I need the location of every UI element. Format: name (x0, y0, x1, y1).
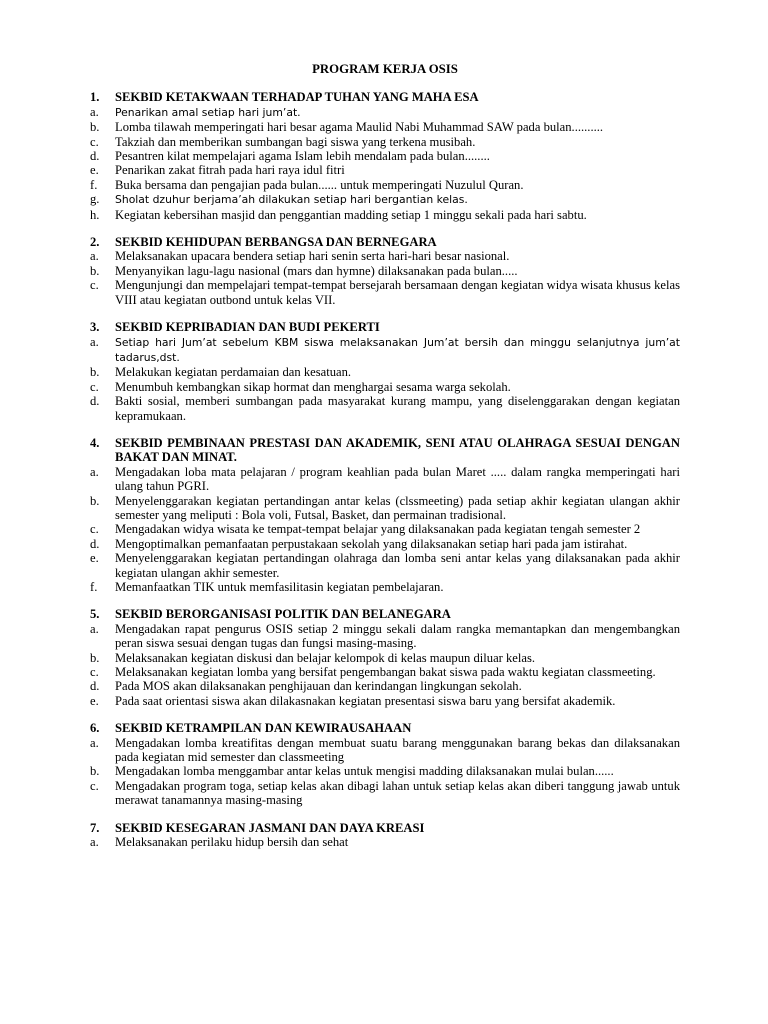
list-item (90, 365, 680, 379)
list-item-text: Sholat dzuhur berjama’ah dilakukan setiap hari bergantian kelas. (115, 193, 468, 207)
section-number: 5. (90, 607, 100, 622)
list-item-text: Melakukan kegiatan perdamaian dan kesatuan. (115, 365, 352, 380)
list-item-label: e. (90, 693, 99, 708)
section-6 (90, 721, 680, 807)
list-item-label: c. (90, 665, 99, 680)
list-item-label: d. (90, 536, 100, 551)
list-item-text: Mengunjungi dan mempelajari tempat-tempat bersejarah bersamaan dengan kegiatan widya wisata khusus kelas VIII atau kegiatan outbond untuk kelas VII. (115, 278, 680, 307)
section-heading (90, 90, 680, 104)
list-item-label: c. (90, 522, 99, 537)
list-item-text: Pesantren kilat mempelajari agama Islam lebih mendalam pada bulan........ (115, 149, 490, 164)
list-item (90, 694, 680, 708)
section-1 (90, 90, 680, 222)
list-item-text: Menumbuh kembangkan sikap hormat dan menghargai sesama warga sekolah. (115, 379, 511, 394)
list-item (90, 335, 680, 366)
list-item-label: d. (90, 149, 100, 164)
section-number: 1. (90, 90, 100, 105)
list-item-label: c. (90, 134, 99, 149)
list-item-text: Melaksanakan perilaku hidup bersih dan sehat (115, 835, 349, 850)
section-heading (90, 320, 680, 334)
list-item-text: Penarikan zakat fitrah pada hari raya idul fitri (115, 163, 345, 178)
list-item-label: a. (90, 621, 99, 636)
section-number: 3. (90, 320, 100, 335)
section-heading-text: SEKBID PEMBINAAN PRESTASI DAN AKADEMIK, SENI ATAU OLAHRAGA SESUAI DENGAN BAKAT DAN MINAT. (115, 435, 680, 465)
list-item-text: Pada MOS akan dilaksanakan penghijauan dan kerindangan lingkungan sekolah. (115, 679, 522, 694)
list-item-label: b. (90, 650, 100, 665)
list-item-label: e. (90, 163, 99, 178)
section-heading (90, 721, 680, 735)
list-item-text: Penarikan amal setiap hari jum’at. (115, 105, 301, 119)
list-item (90, 149, 680, 163)
list-item-label: e. (90, 551, 99, 566)
list-item-text: Mengadakan program toga, setiap kelas akan dibagi lahan untuk setiap kelas akan diberi tanggung jawab untuk merawat tanamannya masing-masing (115, 778, 680, 808)
section-heading (90, 607, 680, 621)
list-item-text: Takziah dan memberikan sumbangan bagi siswa yang terkena musibah. (115, 134, 476, 149)
list-item (90, 105, 680, 120)
list-item-text: Mengadakan rapat pengurus OSIS setiap 2 minggu sekali dalam rangka memantapkan dan mengembangkan peran siswa sesuai dengan tugas dan fungsi masing-masing. (115, 621, 680, 651)
list-item-label: a. (90, 735, 99, 750)
section-3 (90, 320, 680, 423)
list-item-text: Mengadakan loba mata pelajaran / program keahlian pada bulan Maret ..... dalam rangka memperingati hari ulang tahun PGRI. (115, 464, 680, 494)
list-item (90, 551, 680, 580)
list-item-text: Melaksanakan upacara bendera setiap hari senin serta hari-hari besar nasional. (115, 249, 510, 264)
section-number: 6. (90, 721, 100, 736)
section-4 (90, 436, 680, 594)
list-item (90, 394, 680, 423)
list-item-label: a. (90, 249, 99, 264)
list-item (90, 622, 680, 651)
list-item (90, 779, 680, 808)
list-item-label: a. (90, 464, 99, 479)
list-item-label: d. (90, 679, 100, 694)
section-heading (90, 821, 680, 835)
list-item-text: Menyelenggarakan kegiatan pertandingan antar kelas (clssmeeting) pada setiap akhir kegiatan ulangan akhir semester yang meliputi : Bola voli, Futsal, Basket, dan permainan tradisional. (115, 493, 680, 522)
list-item-text: Melaksanakan kegiatan diskusi dan belajar kelompok di kelas maupun diluar kelas. (115, 650, 536, 665)
list-item (90, 651, 680, 665)
list-item (90, 580, 680, 594)
list-item (90, 135, 680, 149)
document-page (90, 62, 680, 863)
list-item (90, 679, 680, 693)
list-item-label: b. (90, 764, 100, 779)
list-item-label: b. (90, 493, 100, 508)
list-item (90, 494, 680, 523)
list-item-label: c. (90, 278, 99, 293)
list-item-text: Kegiatan kebersihan masjid dan penggantian madding setiap 1 minggu sekali pada hari sabtu. (115, 207, 587, 222)
section-list (90, 90, 680, 849)
list-item (90, 465, 680, 494)
list-item-text: Mengadakan lomba kreatifitas dengan membuat suatu barang menggunakan barang bekas dan dilaksanakan pada kegiatan mid semester dan classmeeting (115, 735, 680, 765)
list-item-text: Memanfaatkan TIK untuk memfasilitasin kegiatan pembelajaran. (115, 580, 444, 594)
section-number: 7. (90, 820, 100, 835)
list-item-text: Bakti sosial, memberi sumbangan pada masyarakat kurang mampu, yang diselenggarakan dengan kegiatan kepramukaan. (115, 394, 680, 423)
list-item-label: h. (90, 207, 100, 222)
list-item-text: Setiap hari Jum’at sebelum KBM siswa melaksanakan Jum’at bersih dan minggu selanjutnya jum’at tadarus,dst. (115, 335, 680, 364)
list-item (90, 665, 680, 679)
section-number: 2. (90, 235, 100, 250)
list-item-text: Mengadakan lomba menggambar antar kelas untuk mengisi madding dilaksanakan mulai bulan...... (115, 764, 614, 779)
list-item (90, 120, 680, 134)
list-item-label: b. (90, 365, 100, 380)
section-heading (90, 436, 680, 465)
list-item (90, 249, 680, 263)
list-item (90, 736, 680, 765)
list-item (90, 163, 680, 177)
list-item (90, 208, 680, 222)
section-heading-text: SEKBID KETRAMPILAN DAN KEWIRAUSAHAAN (115, 721, 412, 736)
list-item-label: f. (90, 580, 98, 594)
document-title: PROGRAM KERJA OSIS (312, 62, 458, 76)
section-heading-text: SEKBID KESEGARAN JASMANI DAN DAYA KREASI (115, 820, 425, 835)
list-item-label: b. (90, 120, 100, 135)
section-5 (90, 607, 680, 708)
list-item (90, 178, 680, 192)
list-item-text: Pada saat orientasi siswa akan dilakasnakan kegiatan presentasi siswa baru yang bersifat akademik. (115, 693, 616, 708)
section-number: 4. (90, 435, 100, 450)
list-item-label: c. (90, 379, 99, 394)
list-item-text: Melaksanakan kegiatan lomba yang bersifat pengembangan bakat siswa pada waktu kegiatan classmeeting. (115, 665, 656, 680)
list-item-text: Buka bersama dan pengajian pada bulan...... untuk memperingati Nuzulul Quran. (115, 177, 524, 192)
section-heading-text: SEKBID KETAKWAAN TERHADAP TUHAN YANG MAHA ESA (115, 90, 479, 105)
list-item-label: b. (90, 263, 100, 278)
list-item (90, 537, 680, 551)
list-item (90, 835, 680, 849)
section-2 (90, 235, 680, 307)
list-item (90, 264, 680, 278)
list-item-text: Mengadakan widya wisata ke tempat-tempat belajar yang dilaksanakan pada kegiatan tengah semester 2 (115, 522, 641, 537)
list-item-label: a. (90, 835, 99, 850)
list-item-text: Menyanyikan lagu-lagu nasional (mars dan hymne) dilaksanakan pada bulan..... (115, 263, 518, 278)
list-item (90, 278, 680, 307)
section-heading (90, 235, 680, 249)
list-item-label: g. (90, 192, 100, 207)
section-heading-text: SEKBID KEHIDUPAN BERBANGSA DAN BERNEGARA (115, 235, 437, 250)
list-item-text: Mengoptimalkan pemanfaatan perpustakaan sekolah yang dilaksanakan setiap hari pada jam istirahat. (115, 536, 628, 551)
section-heading-text: SEKBID KEPRIBADIAN DAN BUDI PEKERTI (115, 320, 380, 335)
list-item-label: a. (90, 334, 99, 349)
section-heading-text: SEKBID BERORGANISASI POLITIK DAN BELANEGARA (115, 607, 451, 622)
section-7 (90, 821, 680, 850)
list-item-text: Lomba tilawah memperingati hari besar agama Maulid Nabi Muhammad SAW pada bulan.......... (115, 120, 604, 135)
list-item (90, 192, 680, 207)
list-item-label: f. (90, 177, 98, 192)
list-item (90, 522, 680, 536)
list-item (90, 380, 680, 394)
list-item-label: a. (90, 104, 99, 119)
list-item-label: c. (90, 778, 99, 793)
list-item (90, 764, 680, 778)
list-item-label: d. (90, 394, 100, 409)
list-item-text: Menyelenggarakan kegiatan pertandingan olahraga dan lomba seni antar kelas yang dilaksanakan pada akhir kegiatan ulangan akhir semester. (115, 551, 680, 580)
